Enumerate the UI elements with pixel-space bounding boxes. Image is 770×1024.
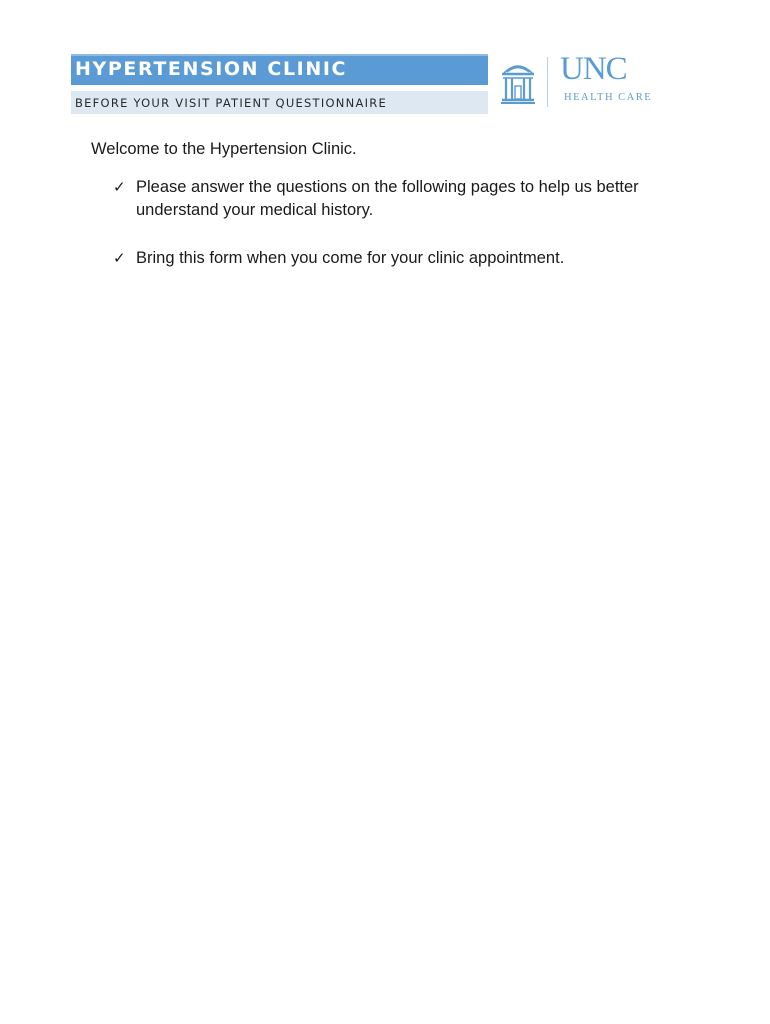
- unc-health-care-logo: [500, 51, 670, 109]
- checkmark-icon: ✓: [113, 178, 126, 196]
- list-item: [113, 247, 696, 270]
- old-well-icon: [500, 59, 536, 105]
- bullet-text: Please answer the questions on the following pages to help us better understand your medical history.: [136, 178, 639, 219]
- list-item: [113, 176, 696, 222]
- welcome-text: Welcome to the Hypertension Clinic.: [91, 140, 357, 158]
- subtitle-bar: [71, 91, 488, 114]
- logo-wordmark: UNC: [560, 51, 627, 87]
- title-bar: [71, 54, 488, 85]
- page-subtitle: BEFORE YOUR VISIT PATIENT QUESTIONNAIRE: [75, 96, 387, 110]
- checkmark-icon: ✓: [113, 249, 126, 267]
- bullet-text: Bring this form when you come for your clinic appointment.: [136, 249, 565, 267]
- logo-tagline: HEALTH CARE: [564, 92, 653, 103]
- logo-divider: [547, 57, 548, 107]
- page-title: HYPERTENSION CLINIC: [75, 58, 348, 80]
